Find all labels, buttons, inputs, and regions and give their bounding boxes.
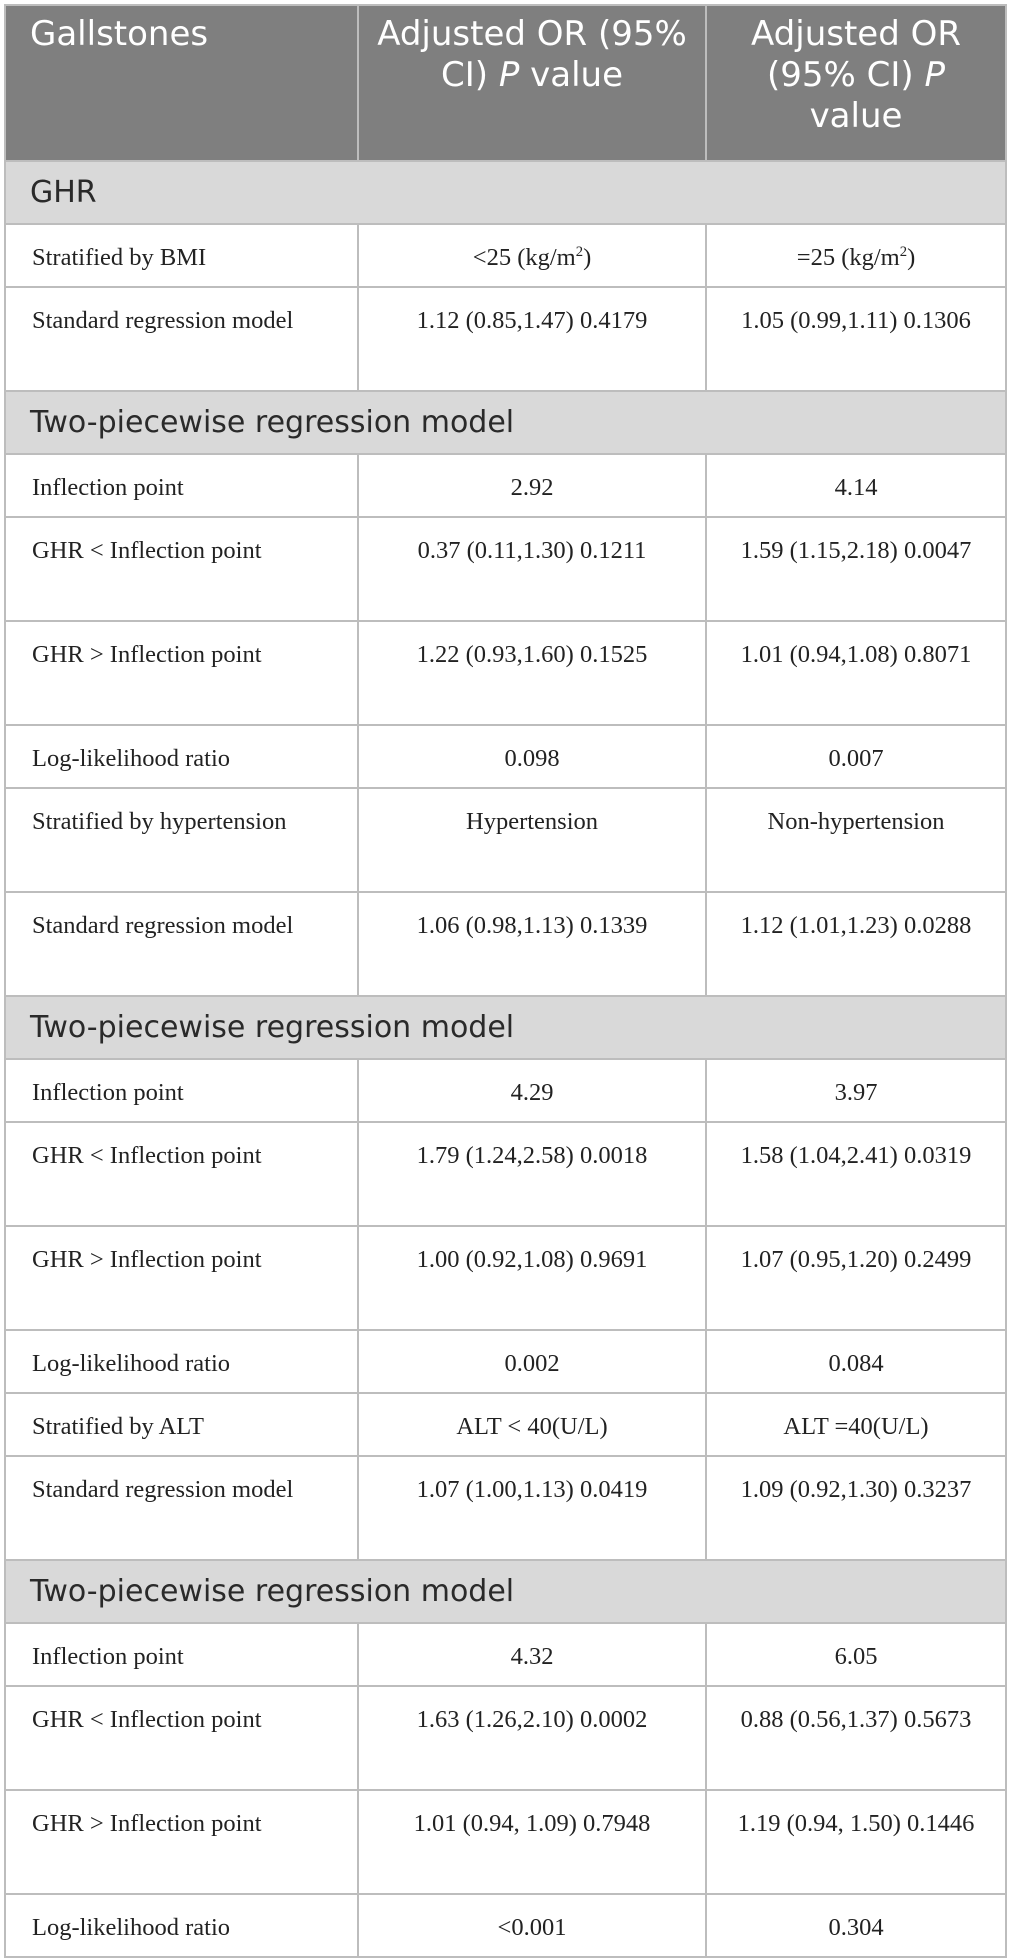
row-value-col1: 1.12 (0.85,1.47) 0.4179 [358,287,706,391]
row-label: Inflection point [5,1059,358,1122]
header-text: Adjusted OR (95% CI) [751,14,961,95]
row-value-col1 [358,224,706,287]
header-adjusted-or-1 [358,5,706,161]
row-value-col1: ALT < 40(U/L) [358,1393,706,1456]
table-row [5,1623,1006,1686]
section-row [5,996,1006,1059]
superscript: 2 [899,243,908,260]
gallstones-results-table [4,4,1007,1958]
table-row [5,1122,1006,1226]
row-value-col2: 1.12 (1.01,1.23) 0.0288 [706,892,1006,996]
row-value-col2: 3.97 [706,1059,1006,1122]
section-label: Two-piecewise regression model [5,996,1006,1059]
value-text: ) [907,244,916,271]
table-row [5,725,1006,788]
row-value-col2: 0.007 [706,725,1006,788]
row-value-col1: Hypertension [358,788,706,892]
row-value-col2: 1.19 (0.94, 1.50) 0.1446 [706,1790,1006,1894]
section-label: Two-piecewise regression model [5,391,1006,454]
row-value-col2: 0.304 [706,1894,1006,1957]
row-value-col1: 0.098 [358,725,706,788]
row-value-col1: 1.22 (0.93,1.60) 0.1525 [358,621,706,725]
header-p: P [924,55,945,95]
section-label: Two-piecewise regression model [5,1560,1006,1623]
table-row [5,1059,1006,1122]
section-row [5,1560,1006,1623]
section-label: GHR [5,161,1006,224]
row-label: Inflection point [5,1623,358,1686]
table-row [5,1894,1006,1957]
row-label: Inflection point [5,454,358,517]
row-value-col2: 0.084 [706,1330,1006,1393]
row-label: GHR > Inflection point [5,1790,358,1894]
row-label: Stratified by hypertension [5,788,358,892]
table-row [5,621,1006,725]
row-value-col2: Non-hypertension [706,788,1006,892]
row-value-col2 [706,224,1006,287]
value-text: =25 (kg/m [796,244,900,271]
row-value-col1: 1.01 (0.94, 1.09) 0.7948 [358,1790,706,1894]
row-value-col2: 1.58 (1.04,2.41) 0.0319 [706,1122,1006,1226]
header-gallstones: Gallstones [5,5,358,161]
table-row [5,1456,1006,1560]
table-row [5,287,1006,391]
row-label: Standard regression model [5,287,358,391]
row-label: Standard regression model [5,892,358,996]
row-label: Log-likelihood ratio [5,1330,358,1393]
row-label: GHR < Inflection point [5,517,358,621]
section-row [5,161,1006,224]
row-label: GHR > Inflection point [5,621,358,725]
row-value-col1: 4.32 [358,1623,706,1686]
header-text: Adjusted OR (95% CI) [377,14,687,95]
row-value-col2: 4.14 [706,454,1006,517]
table-header-row [5,5,1006,161]
row-label: GHR < Inflection point [5,1686,358,1790]
row-label: Standard regression model [5,1456,358,1560]
row-value-col2: 1.05 (0.99,1.11) 0.1306 [706,287,1006,391]
row-label: Log-likelihood ratio [5,1894,358,1957]
row-value-col2: ALT =40(U/L) [706,1393,1006,1456]
row-value-col1: 1.00 (0.92,1.08) 0.9691 [358,1226,706,1330]
section-row [5,391,1006,454]
value-text: <25 (kg/m [472,244,576,271]
row-value-col2: 1.07 (0.95,1.20) 0.2499 [706,1226,1006,1330]
table-row [5,1790,1006,1894]
row-value-col2: 1.01 (0.94,1.08) 0.8071 [706,621,1006,725]
table-row [5,1226,1006,1330]
table-row [5,892,1006,996]
table-row [5,1330,1006,1393]
table-row [5,454,1006,517]
table-row [5,517,1006,621]
row-label: GHR > Inflection point [5,1226,358,1330]
row-value-col2: 1.09 (0.92,1.30) 0.3237 [706,1456,1006,1560]
table-row [5,224,1006,287]
row-value-col1: 1.07 (1.00,1.13) 0.0419 [358,1456,706,1560]
table-row [5,1393,1006,1456]
row-label: Stratified by BMI [5,224,358,287]
row-value-col2: 6.05 [706,1623,1006,1686]
row-value-col2: 1.59 (1.15,2.18) 0.0047 [706,517,1006,621]
row-label: Log-likelihood ratio [5,725,358,788]
row-value-col1: 4.29 [358,1059,706,1122]
value-text: ) [583,244,592,271]
row-value-col1: 2.92 [358,454,706,517]
row-value-col1: 1.06 (0.98,1.13) 0.1339 [358,892,706,996]
table-row [5,1686,1006,1790]
table-row [5,788,1006,892]
row-value-col1: 0.37 (0.11,1.30) 0.1211 [358,517,706,621]
header-text: value [519,55,624,95]
header-p: P [498,55,520,95]
row-value-col1: 0.002 [358,1330,706,1393]
header-adjusted-or-2 [706,5,1006,161]
row-value-col1: <0.001 [358,1894,706,1957]
row-label: Stratified by ALT [5,1393,358,1456]
row-value-col2: 0.88 (0.56,1.37) 0.5673 [706,1686,1006,1790]
row-value-col1: 1.79 (1.24,2.58) 0.0018 [358,1122,706,1226]
superscript: 2 [575,243,584,260]
row-label: GHR < Inflection point [5,1122,358,1226]
header-text: value [809,96,903,136]
row-value-col1: 1.63 (1.26,2.10) 0.0002 [358,1686,706,1790]
